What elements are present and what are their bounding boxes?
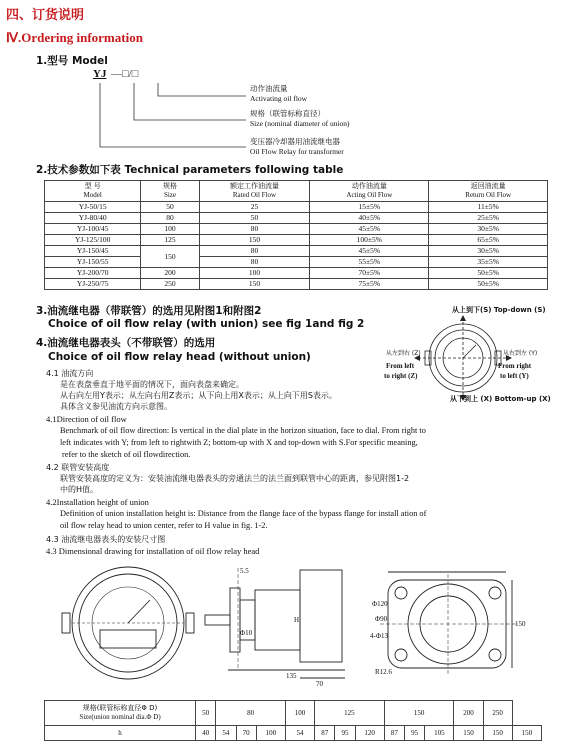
header-size-en: Size — [163, 191, 176, 199]
h-label: h — [45, 726, 196, 741]
cell: 200 — [454, 701, 483, 726]
table-row — [45, 246, 548, 257]
cell: 25 — [199, 202, 310, 213]
cell: 100±5% — [310, 235, 429, 246]
s41-line1: 是在表盘垂直于地平面的情况下，面向表盘来确定。 — [60, 380, 244, 389]
table-row — [45, 257, 548, 268]
cell: 150 — [483, 726, 512, 741]
cell: YJ-150/55 — [45, 257, 141, 268]
cell: 25±5% — [429, 213, 548, 224]
dir-right-en2: to left (Y) — [500, 372, 529, 380]
cell: 150 — [384, 701, 454, 726]
sec4-en: Choice of oil flow relay head (without union) — [48, 351, 311, 363]
cell: 40 — [196, 726, 216, 741]
cell: YJ-80/40 — [45, 213, 141, 224]
cell: 70±5% — [310, 268, 429, 279]
label-size-en: Size (nominal diameter of union) — [250, 119, 350, 128]
cell: 125 — [141, 235, 199, 246]
cell: 87 — [315, 726, 335, 741]
cell: 50 — [196, 701, 216, 726]
cell: 45±5% — [310, 224, 429, 235]
dim-phi90: Φ90 — [375, 615, 388, 623]
cell: 150 — [512, 726, 541, 741]
cell: 40±5% — [310, 213, 429, 224]
s42e-line2: oil flow relay head to union center, refer to H value in fig. 1-2. — [60, 521, 268, 530]
dir-left-en2: to right (Z) — [384, 372, 418, 380]
cell: 50±5% — [429, 268, 548, 279]
header-model-en: Model — [83, 191, 102, 199]
cell: YJ-250/75 — [45, 279, 141, 290]
header-return-en: Return Oil Flow — [465, 191, 512, 199]
header-return-cn: 返回油流量 — [470, 182, 506, 190]
model-heading: 1.型号 Model — [36, 55, 108, 67]
cell: 65±5% — [429, 235, 548, 246]
cell: YJ-150/45 — [45, 246, 141, 257]
table-row — [45, 726, 542, 741]
label-relay-en: Oil Flow Relay for transformer — [250, 147, 344, 156]
cell: 95 — [335, 726, 355, 741]
s42-title: 4.2 联管安装高度 — [46, 463, 110, 472]
header-rated-cn: 额定工作油流量 — [229, 182, 279, 190]
s41e-line2: left indicates with Y; from left to rightwith Z; bottom-up with X and top-down with S.For specific meaning, — [60, 438, 418, 447]
cell: 100 — [256, 726, 285, 741]
cell: 50±5% — [429, 279, 548, 290]
cell: 15±5% — [310, 202, 429, 213]
dir-bottom-label: 从下到上 (X) Bottom-up (X) — [450, 395, 551, 403]
dim-r12-6: R12.6 — [375, 668, 392, 676]
dim-4-phi13: 4-Φ13 — [370, 632, 388, 640]
s41-line3: 具体含义参见油流方向示意图。 — [60, 402, 172, 411]
label-activating-cn: 动作油流量 — [250, 84, 288, 93]
params-heading: 2.技术参数如下表 Technical parameters following table — [36, 164, 344, 176]
cell: 45±5% — [310, 246, 429, 257]
table-row — [45, 213, 548, 224]
cell: 80 — [199, 257, 310, 268]
dim-phi10: Φ10 — [240, 629, 253, 637]
dim-135: 135 — [286, 672, 297, 680]
cell: 200 — [141, 268, 199, 279]
cell: 80 — [216, 701, 286, 726]
label-relay-cn: 变压器冷却器用油流继电器 — [250, 137, 340, 146]
header-acting-en: Acting Oil Flow — [346, 191, 393, 199]
cell: 95 — [405, 726, 425, 741]
s41-title: 4.1 油流方向 — [46, 369, 94, 378]
header-size-cn: 规格 — [162, 182, 177, 190]
s41e-title: 4.1Direction of oil flow — [46, 414, 127, 424]
params-header-row — [45, 181, 548, 202]
dir-right-en1: From right — [498, 362, 532, 370]
size-label-en: Size(union nominal dia.Φ D) — [79, 713, 161, 721]
cell: 100 — [199, 268, 310, 279]
dim-70: 70 — [316, 680, 323, 688]
section-title: 四、订货说明 — [6, 8, 85, 23]
label-activating-en: Activating oil flow — [250, 94, 308, 103]
cell: 250 — [141, 279, 199, 290]
model-code-rest: —□/□ — [111, 68, 139, 80]
model-code-prefix: YJ — [93, 68, 107, 80]
dim-h: H — [294, 616, 300, 624]
sec4-cn: 4.油流继电器表头（不带联管）的选用 — [36, 337, 216, 349]
header-rated-en: Rated Oil Flow — [232, 191, 277, 199]
dir-top-label: 从上到下(S) Top-down (S) — [452, 306, 546, 314]
cell: 100 — [141, 224, 199, 235]
dim-phi120: Φ120 — [372, 600, 388, 608]
cell: 80 — [199, 224, 310, 235]
sec3-cn: 3.油流继电器（带联管）的选用见附图1和附图2 — [36, 305, 262, 317]
cell: 105 — [425, 726, 454, 741]
cell: 50 — [141, 202, 199, 213]
params-table — [44, 180, 548, 290]
dim-150: 150 — [515, 620, 526, 628]
s42-line1: 联管安装高度的定义为：安装油流继电器表头的旁通法兰的法兰面到联管中心的距离，参见附图1-2 — [60, 474, 410, 483]
cell: 35±5% — [429, 257, 548, 268]
size-label-cn: 规格(联管标称直径Φ D) — [82, 704, 158, 712]
table-row — [45, 235, 548, 246]
s43-en: 4.3 Dimensional drawing for installation of oil flow relay head — [46, 546, 260, 556]
cell: 54 — [216, 726, 236, 741]
dir-left-en1: From left — [386, 362, 415, 370]
union-size-table — [44, 700, 542, 741]
cell: 87 — [384, 726, 404, 741]
cell: 150 — [141, 246, 199, 268]
s43-cn: 4.3 油流继电器表头的安装尺寸图 — [46, 535, 166, 544]
dim-5-5: 5.5 — [240, 567, 249, 575]
table-row — [45, 224, 548, 235]
table-row — [45, 279, 548, 290]
cell: 55±5% — [310, 257, 429, 268]
cell: 100 — [285, 701, 314, 726]
sec3-en: Choice of oil flow relay (with union) see fig 1and fig 2 — [48, 318, 365, 330]
cell: YJ-125/100 — [45, 235, 141, 246]
cell: 150 — [454, 726, 483, 741]
cell: 50 — [199, 213, 310, 224]
s41e-line1: Benchmark of oil flow direction: Is vertical in the dial plate in the horizon situation, face to dial. From right to — [60, 426, 426, 435]
cell: 54 — [285, 726, 314, 741]
s41-line2: 从右向左用Y表示；从左向右用Z表示；从下向上用X表示；从上向下用S表示。 — [60, 391, 337, 400]
cell: 70 — [236, 726, 256, 741]
cell: 120 — [355, 726, 384, 741]
section-subtitle: Ⅳ.Ordering information — [6, 30, 143, 45]
cell: 80 — [141, 213, 199, 224]
dir-right-cn: 从右到左 (Y) — [503, 350, 538, 357]
cell: YJ-100/45 — [45, 224, 141, 235]
s41e-line3: refer to the sketch of oil flowdirection. — [62, 450, 191, 459]
cell: 75±5% — [310, 279, 429, 290]
table-row — [45, 268, 548, 279]
cell: YJ-200/70 — [45, 268, 141, 279]
dir-left-cn: 从左到右 (Z) — [386, 350, 421, 357]
s42e-line1: Definition of union installation height is: Distance from the flange face of the bypass flange for install ation of — [60, 509, 427, 518]
cell: YJ-50/15 — [45, 202, 141, 213]
cell: 11±5% — [429, 202, 548, 213]
header-acting-cn: 动作油流量 — [351, 182, 387, 190]
cell: 30±5% — [429, 246, 548, 257]
s42-line2: 中的H值。 — [60, 485, 99, 494]
table-row — [45, 202, 548, 213]
cell: 150 — [199, 235, 310, 246]
cell: 125 — [315, 701, 385, 726]
cell: 250 — [483, 701, 512, 726]
cell: 150 — [199, 279, 310, 290]
cell: 80 — [199, 246, 310, 257]
header-model-cn: 型 号 — [84, 182, 101, 190]
s42e-title: 4.2Installation height of union — [46, 497, 149, 507]
cell: 30±5% — [429, 224, 548, 235]
table-row — [45, 701, 542, 726]
label-size-cn: 规格（联管标称直径） — [250, 109, 325, 118]
